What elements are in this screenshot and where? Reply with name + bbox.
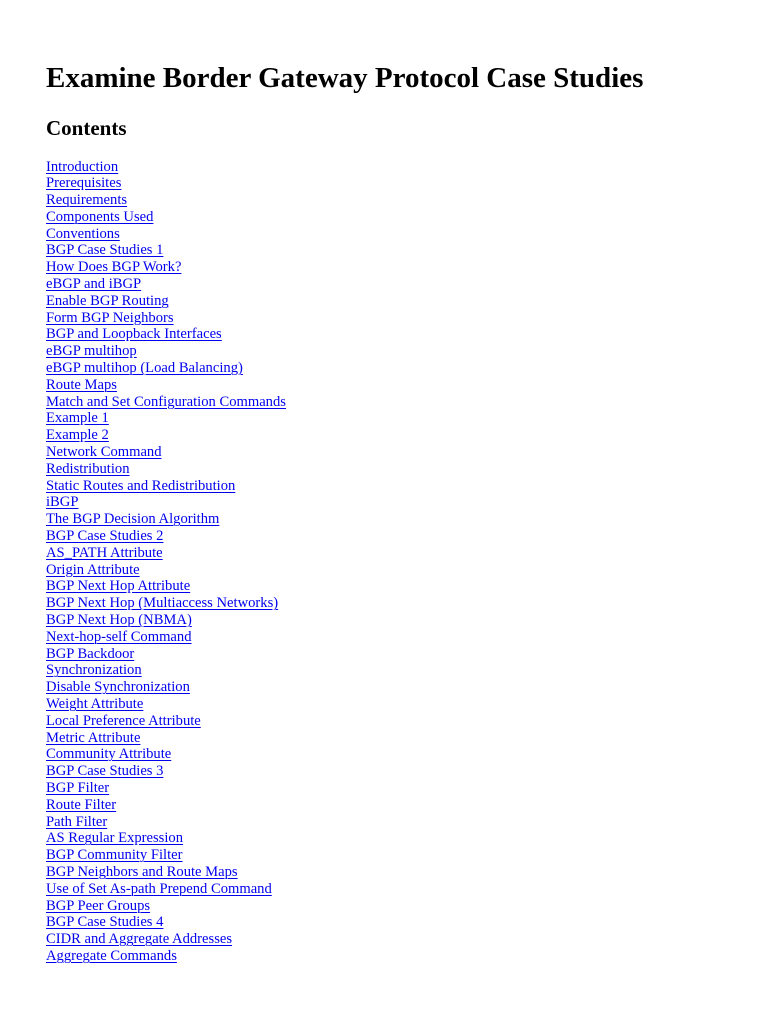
toc-link-bgp-community-filter[interactable]: BGP Community Filter — [46, 847, 183, 864]
toc-list-item — [46, 511, 286, 528]
toc-link-match-and-set-configuration-commands[interactable]: Match and Set Configuration Commands — [46, 393, 286, 410]
toc-list-item — [46, 159, 286, 176]
toc-link-bgp-case-studies-2[interactable]: BGP Case Studies 2 — [46, 528, 164, 545]
toc-link-components-used[interactable]: Components Used — [46, 208, 154, 225]
toc-list-item — [46, 293, 286, 310]
toc-link-bgp-filter[interactable]: BGP Filter — [46, 779, 110, 796]
page-title: Examine Border Gateway Protocol Case Studies — [46, 62, 644, 94]
toc-list-item — [46, 427, 286, 444]
toc-list-item — [46, 847, 286, 864]
toc-link-network-command[interactable]: Network Command — [46, 444, 162, 461]
toc-link-example-2[interactable]: Example 2 — [46, 427, 109, 444]
toc-list-item — [46, 713, 286, 730]
toc-link-bgp-next-hop-nbma[interactable]: BGP Next Hop (NBMA) — [46, 612, 192, 629]
toc-list-item — [46, 276, 286, 293]
toc-link-the-bgp-decision-algorithm[interactable]: The BGP Decision Algorithm — [46, 511, 220, 528]
toc-list-item — [46, 864, 286, 881]
toc-list-item — [46, 830, 286, 847]
toc-list-item — [46, 562, 286, 579]
toc-list-item — [46, 326, 286, 343]
toc-list-item — [46, 797, 286, 814]
toc-list-item — [46, 662, 286, 679]
toc-link-next-hop-self-command[interactable]: Next-hop-self Command — [46, 628, 192, 645]
toc-link-ebgp-and-ibgp[interactable]: eBGP and iBGP — [46, 276, 142, 293]
toc-list-item — [46, 444, 286, 461]
toc-link-weight-attribute[interactable]: Weight Attribute — [46, 696, 144, 712]
toc-list-item — [46, 948, 286, 965]
toc-link-as-path-attribute[interactable]: AS_PATH Attribute — [46, 544, 163, 561]
toc-link-form-bgp-neighbors[interactable]: Form BGP Neighbors — [46, 309, 174, 326]
toc-list-item — [46, 377, 286, 394]
toc-link-introduction[interactable]: Introduction — [46, 158, 119, 175]
toc-link-bgp-next-hop-attribute[interactable]: BGP Next Hop Attribute — [46, 578, 191, 595]
toc-list-item — [46, 494, 286, 511]
toc-link-conventions[interactable]: Conventions — [46, 225, 120, 242]
toc-list-item — [46, 746, 286, 763]
toc-list-item — [46, 780, 286, 797]
toc-link-bgp-neighbors-and-route-maps[interactable]: BGP Neighbors and Route Maps — [46, 863, 238, 880]
toc-link-metric-attribute[interactable]: Metric Attribute — [46, 729, 141, 746]
toc-link-cidr-and-aggregate-addresses[interactable]: CIDR and Aggregate Addresses — [46, 931, 233, 948]
toc-link-bgp-peer-groups[interactable]: BGP Peer Groups — [46, 897, 151, 914]
toc-list-item — [46, 646, 286, 663]
toc-list-item — [46, 696, 286, 713]
toc-list-item — [46, 394, 286, 411]
toc-link-ibgp[interactable]: iBGP — [46, 494, 79, 511]
toc-link-ebgp-multihop[interactable]: eBGP multihop — [46, 343, 137, 360]
toc-list-item — [46, 226, 286, 243]
toc-list-item — [46, 242, 286, 259]
toc-link-path-filter[interactable]: Path Filter — [46, 813, 108, 830]
toc-list-item — [46, 528, 286, 545]
toc-link-local-preference-attribute[interactable]: Local Preference Attribute — [46, 712, 201, 729]
toc-list-item — [46, 679, 286, 696]
toc-list-item — [46, 478, 286, 495]
toc-link-disable-synchronization[interactable]: Disable Synchronization — [46, 679, 190, 696]
toc-link-requirements[interactable]: Requirements — [46, 192, 128, 209]
toc-list-item — [46, 545, 286, 562]
contents-heading: Contents — [46, 116, 127, 140]
toc-list-item — [46, 192, 286, 209]
toc-link-as-regular-expression[interactable]: AS Regular Expression — [46, 830, 184, 847]
toc-list-item — [46, 763, 286, 780]
toc-list-item — [46, 578, 286, 595]
toc-link-bgp-case-studies-1[interactable]: BGP Case Studies 1 — [46, 242, 164, 259]
toc-list-item — [46, 730, 286, 747]
toc-link-bgp-next-hop-multiaccess-networks[interactable]: BGP Next Hop (Multiaccess Networks) — [46, 595, 279, 612]
toc-link-route-maps[interactable]: Route Maps — [46, 376, 117, 393]
toc-link-synchronization[interactable]: Synchronization — [46, 662, 142, 679]
toc-list-item — [46, 343, 286, 360]
toc-list-item — [46, 209, 286, 226]
toc-link-aggregate-commands[interactable]: Aggregate Commands — [46, 947, 177, 964]
toc-link-ebgp-multihop-load-balancing[interactable]: eBGP multihop (Load Balancing) — [46, 360, 243, 377]
toc-list-item — [46, 310, 286, 327]
toc-link-origin-attribute[interactable]: Origin Attribute — [46, 561, 140, 578]
toc-link-bgp-and-loopback-interfaces[interactable]: BGP and Loopback Interfaces — [46, 326, 222, 343]
toc-link-route-filter[interactable]: Route Filter — [46, 796, 117, 813]
table-of-contents — [46, 159, 286, 965]
toc-link-bgp-case-studies-4[interactable]: BGP Case Studies 4 — [46, 914, 164, 931]
toc-link-redistribution[interactable]: Redistribution — [46, 460, 130, 477]
toc-list-item — [46, 914, 286, 931]
toc-link-prerequisites[interactable]: Prerequisites — [46, 175, 122, 192]
toc-link-example-1[interactable]: Example 1 — [46, 410, 109, 427]
toc-link-enable-bgp-routing[interactable]: Enable BGP Routing — [46, 292, 169, 309]
toc-link-community-attribute[interactable]: Community Attribute — [46, 746, 172, 763]
toc-list-item — [46, 898, 286, 915]
toc-link-how-does-bgp-work[interactable]: How Does BGP Work? — [46, 259, 182, 276]
toc-list-item — [46, 931, 286, 948]
toc-list-item — [46, 814, 286, 831]
toc-link-static-routes-and-redistribution[interactable]: Static Routes and Redistribution — [46, 477, 236, 494]
toc-link-bgp-backdoor[interactable]: BGP Backdoor — [46, 645, 135, 662]
toc-list-item — [46, 881, 286, 898]
toc-link-use-of-set-as-path-prepend-command[interactable]: Use of Set As-path Prepend Command — [46, 880, 272, 897]
toc-list-item — [46, 612, 286, 629]
toc-link-bgp-case-studies-3[interactable]: BGP Case Studies 3 — [46, 763, 164, 780]
toc-list-item — [46, 595, 286, 612]
toc-list-item — [46, 461, 286, 478]
toc-list-item — [46, 629, 286, 646]
toc-list-item — [46, 259, 286, 276]
toc-list-item — [46, 410, 286, 427]
toc-list-item — [46, 175, 286, 192]
toc-list-item — [46, 360, 286, 377]
